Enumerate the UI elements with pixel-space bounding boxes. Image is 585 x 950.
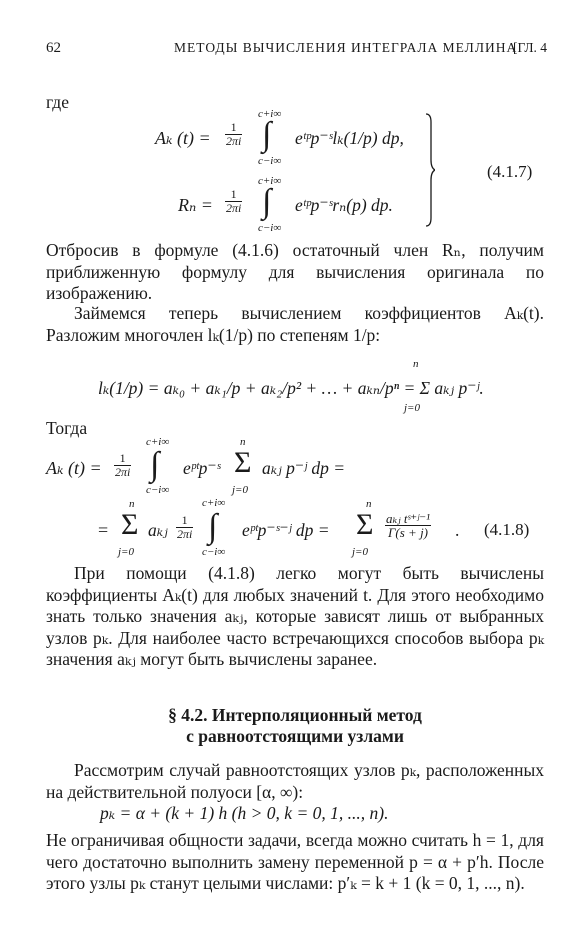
section-title: § 4.2. Интерполяционный метод — [168, 705, 422, 725]
ak-line2-integrand: eᵖᵗp⁻ˢ⁻ʲ dp = — [242, 520, 330, 540]
integral-lower-limit: c−i∞ — [146, 484, 170, 496]
running-title: МЕТОДЫ ВЫЧИСЛЕНИЯ ИНТЕГРАЛА МЕЛЛИНА — [174, 40, 518, 55]
paragraph: Займемся теперь вычислением коэффициентов Aₖ(t). Разложим многочлен lₖ(1/p) по степеням 1/p: — [46, 303, 544, 345]
sum-lower-limit: j=0 — [118, 546, 134, 558]
nodes-equation: pₖ = α + (k + 1) h (h > 0, k = 0, 1, ..., n). — [100, 803, 389, 823]
where-word: где — [46, 92, 69, 112]
sum-upper-limit: n — [366, 498, 372, 510]
gamma-fraction: aₖⱼ tˢ⁺ʲ⁻¹ Γ(s + j) — [386, 511, 431, 540]
integral-upper-limit: c+i∞ — [146, 436, 170, 448]
sum-upper-limit: n — [129, 498, 135, 510]
equation-number: (4.1.7) — [487, 162, 533, 181]
section-subtitle: с равноотстоящими узлами — [186, 726, 404, 746]
rn-lhs: Rₙ = — [178, 195, 213, 215]
fraction: $\frac{1}{2\pi i}$ — [115, 451, 131, 479]
page-number: 62 — [46, 40, 61, 56]
paragraph: Рассмотрим случай равноотстоящих узлов pₖ, расположенных на действительной полуоси [α, ∞): — [46, 760, 544, 802]
equation-number: (4.1.8) — [484, 520, 530, 539]
integral-lower-limit: c−i∞ — [258, 222, 282, 234]
sum-lower-limit: j=0 — [232, 484, 248, 496]
sum-lower-limit: j=0 — [404, 402, 420, 414]
integral-lower-limit: c−i∞ — [258, 155, 282, 167]
paragraph: Отбросив в формуле (4.1.6) остаточный член Rₙ, получим приближенную формулу для вычисления оригинала по изображению. — [46, 240, 544, 303]
sum-sign: Σ — [356, 508, 374, 541]
fraction: $\frac{1}{2\pi i}$ — [226, 187, 242, 215]
integral-sign: ∫ — [262, 183, 272, 220]
equals-sign: = — [98, 520, 109, 540]
running-header — [46, 40, 547, 60]
integral-lower-limit: c−i∞ — [202, 546, 226, 558]
sum-sign: Σ — [121, 508, 139, 541]
right-brace — [425, 112, 435, 228]
akj-term: aₖⱼ — [148, 520, 168, 540]
sum-sign: Σ — [234, 446, 252, 479]
sum-upper-limit: n — [413, 358, 419, 370]
integral-sign: ∫ — [150, 446, 160, 483]
paragraph: При помощи (4.1.8) легко могут быть вычислены коэффициенты Aₖ(t) для любых значений t. Для этого необходимо знать только значения aₖⱼ, которые зависят лишь от выбранных узлов pₖ. Для наиболее часто встречающихся способов выбора pₖ значения aₖⱼ могут быть вычислены заранее. — [46, 563, 544, 669]
lk-expansion: lₖ(1/p) = aₖ₀ + aₖ₁/p + aₖ₂/p² + … + aₖₙ/pⁿ = Σ aₖⱼ p⁻ʲ. — [98, 378, 484, 398]
ak-integrand: eᵗᵖp⁻ˢlₖ(1/p) dp, — [295, 128, 404, 148]
rn-integrand: eᵗᵖp⁻ˢrₙ(p) dp. — [295, 195, 393, 215]
integral-upper-limit: c+i∞ — [258, 108, 282, 120]
integral-sign: ∫ — [208, 508, 218, 545]
fraction: $\frac{1}{2\pi i}$ — [177, 513, 193, 541]
chapter-label: [ГЛ. 4 — [513, 40, 547, 55]
integral-upper-limit: c+i∞ — [258, 175, 282, 187]
paragraph: Не ограничивая общности задачи, всегда можно считать h = 1, для чего достаточно выполнить замену переменной p = α + p′h. После этого узлы pₖ станут целыми числами: p′ₖ = k + 1 (k = 0, 1, ..., n). — [46, 830, 544, 893]
ak-lhs: Aₖ (t) = — [155, 128, 211, 148]
fraction: $\frac{1}{2\pi i}$ — [226, 120, 242, 148]
integral-upper-limit: c+i∞ — [202, 497, 226, 509]
sum-upper-limit: n — [240, 436, 246, 448]
period: . — [455, 520, 460, 540]
integral-sign: ∫ — [262, 116, 272, 153]
ak-line1-integrand: eᵖᵗp⁻ˢ — [183, 458, 221, 478]
then-word: Тогда — [46, 418, 88, 438]
sum-lower-limit: j=0 — [352, 546, 368, 558]
ak-line1-sum-term: aₖⱼ p⁻ʲ dp = — [262, 458, 346, 478]
ak-line1-lhs: Aₖ (t) = — [46, 458, 102, 478]
